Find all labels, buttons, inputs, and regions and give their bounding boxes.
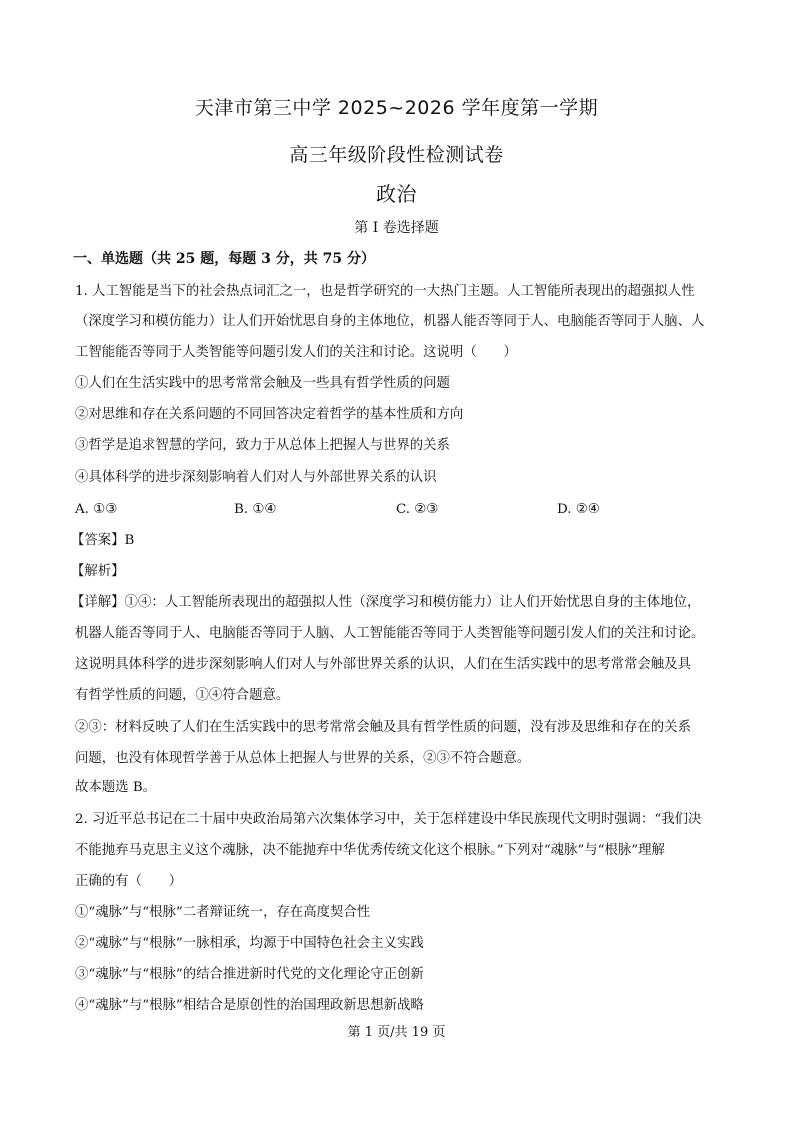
q2-statement: ①“魂脉”与“根脉”二者辩证统一，存在高度契合性 (75, 905, 371, 920)
q1-detail-line: 有哲学性质的问题，①④符合题意。 (75, 688, 290, 703)
q1-option-a: A. ①③ (75, 502, 118, 517)
q1-statement: ③哲学是追求智慧的学问，致力于从总体上把握人与世界的关系 (75, 438, 450, 453)
q2-stem-line: 不能抛弃马克思主义这个魂脉，决不能抛弃中华优秀传统文化这个根脉。”下列对“魂脉”与“根脉”理解 (75, 843, 665, 858)
exam-title: 高三年级阶段性检测试卷 (289, 144, 504, 166)
q1-detail-line: ②③：材料反映了人们在生活实践中的思考常常会触及具有哲学性质的问题，没有涉及思维和存在的关系 (75, 720, 691, 735)
q2-statement: ③“魂脉”与“根脉”的结合推进新时代党的文化理论守正创新 (75, 967, 424, 982)
q2-statement: ②“魂脉”与“根脉”一脉相承，均源于中国特色社会主义实践 (75, 936, 424, 951)
q2-statement: ④“魂脉”与“根脉”相结合是原创性的治国理政新思想新战略 (75, 998, 424, 1013)
q1-option-c: C. ②③ (396, 502, 439, 517)
q1-statement: ④具体科学的进步深刻影响着人们对人与外部世界关系的认识 (75, 470, 437, 485)
q1-answer: 【答案】B (71, 533, 135, 548)
q1-detail-line: 机器人能否等同于人、电脑能否等同于人脑、人工智能能否等同于人类智能等问题引发人们的关注和讨论。 (75, 626, 705, 641)
q1-detail-line: 【详解】①④：人工智能所表现出的超强拟人性（深度学习和模仿能力）让人们开始忧思自身的主体地位， (71, 595, 701, 610)
q2-stem-line: 正确的有（ ） (75, 874, 183, 889)
q1-option-b: B. ①④ (234, 502, 277, 517)
q1-detail-line: 这说明具体科学的进步深刻影响人们对人与外部世界关系的认识，人们在生活实践中的思考常常会触及具 (75, 657, 691, 672)
q2-stem-line: 2. 习近平总书记在二十届中央政治局第六次集体学习中，关于怎样建设中华民族现代文明时强调：“我们决 (75, 812, 702, 827)
q1-stem-line: 1. 人工智能是当下的社会热点词汇之一，也是哲学研究的一大热门主题。人工智能所表现出的超强拟人性 (75, 284, 695, 299)
subject-title: 政治 (376, 182, 417, 206)
q1-stem-line: （深度学习和模仿能力）让人们开始忧思自身的主体地位，机器人能否等同于人、电脑能否等同于人脑、人 (75, 314, 705, 329)
page-footer: 第 1 页/共 19 页 (347, 1025, 446, 1040)
section-heading: 一、单选题（共 25 题，每题 3 分，共 75 分） (73, 251, 375, 267)
q1-stem-line: 工智能能否等同于人类智能等问题引发人们的关注和讨论。这说明（ ） (75, 345, 517, 360)
q1-statement: ①人们在生活实践中的思考常常会触及一些具有哲学性质的问题 (75, 376, 450, 391)
q1-option-d: D. ②④ (557, 502, 600, 517)
q1-detail-line: 问题，也没有体现哲学善于从总体上把握人与世界的关系，②③不符合题意。 (75, 751, 531, 766)
q1-statement: ②对思维和存在关系问题的不同回答决定着哲学的基本性质和方向 (75, 407, 464, 422)
q1-conclusion: 故本题选 B。 (75, 780, 157, 795)
q1-analysis-label: 【解析】 (71, 564, 125, 579)
section-title: 第 I 卷选择题 (354, 220, 439, 236)
school-title: 天津市第三中学 2025~2026 学年度第一学期 (194, 97, 599, 119)
